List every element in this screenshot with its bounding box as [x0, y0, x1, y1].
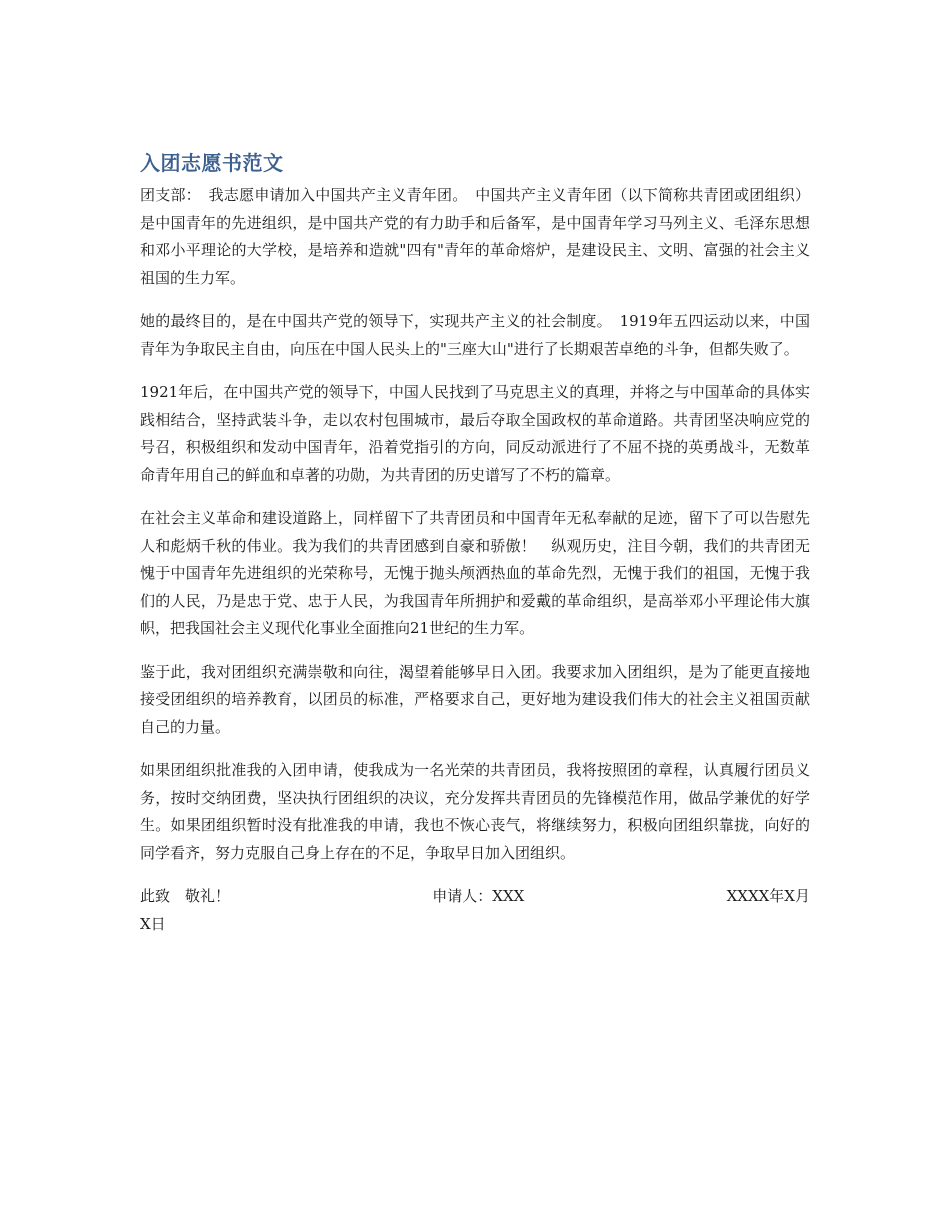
applicant-signature: 申请人：XXX: [432, 887, 525, 905]
document-title: 入团志愿书范文: [140, 151, 284, 175]
closing-salutation: 此致 敬礼！: [140, 887, 231, 905]
closing-line: [140, 883, 810, 911]
paragraph-3: 1921年后，在中国共产党的领导下，中国人民找到了马克思主义的真理，并将之与中国革命的具体实践相结合，坚持武装斗争，走以农村包围城市，最后夺取全国政权的革命道路。共青团坚决响应党的号召，积极组织和发动中国青年，沿着党指引的方向，同反动派进行了不屈不挠的英勇战斗，无数革命青年用自己的鲜血和卓著的功勋，为共青团的历史谱写了不朽的篇章。: [140, 383, 810, 484]
paragraph-4: 在社会主义革命和建设道路上，同样留下了共青团员和中国青年无私奉献的足迹，留下了可以告慰先人和彪炳千秋的伟业。我为我们的共青团感到自豪和骄傲！ 纵观历史，注目今朝，我们的共青团无愧于中国青年先进组织的光荣称号，无愧于抛头颅洒热血的革命先烈，无愧于我们的祖国，无愧于我们的人民，乃是忠于党、忠于人民，为我国青年所拥护和爱戴的革命组织，是高举邓小平理论伟大旗帜，把我国社会主义现代化事业全面推向21世纪的生力军。: [140, 509, 810, 637]
document-page: [140, 148, 810, 938]
paragraph-2: 她的最终目的，是在中国共产党的领导下，实现共产主义的社会制度。 1919年五四运动以来，中国青年为争取民主自由，向压在中国人民头上的"三座大山"进行了长期艰苦卓绝的斗争，但都失败了。: [140, 312, 810, 358]
closing-date-year-month: XXXX年X月: [726, 887, 810, 905]
paragraph-1: 团支部： 我志愿申请加入中国共产主义青年团。 中国共产主义青年团（以下简称共青团或团组织）是中国青年的先进组织，是中国共产党的有力助手和后备军，是中国青年学习马列主义、毛泽东思想和邓小平理论的大学校，是培养和造就"四有"青年的革命熔炉，是建设民主、文明、富强的社会主义祖国的生力军。: [140, 186, 810, 287]
closing-date-day: X日: [140, 914, 166, 933]
paragraph-5: 鉴于此，我对团组织充满崇敬和向往，渴望着能够早日入团。我要求加入团组织，是为了能更直接地接受团组织的培养教育，以团员的标准，严格要求自己，更好地为建设我们伟大的社会主义祖国贡献自己的力量。: [140, 662, 810, 736]
paragraph-6: 如果团组织批准我的入团申请，使我成为一名光荣的共青团员，我将按照团的章程，认真履行团员义务，按时交纳团费，坚决执行团组织的决议，充分发挥共青团员的先锋模范作用，做品学兼优的好学生。如果团组织暂时没有批准我的申请，我也不恢心丧气，将继续努力，积极向团组织靠拢，向好的同学看齐，努力克服自己身上存在的不足，争取早日加入团组织。: [140, 761, 810, 862]
